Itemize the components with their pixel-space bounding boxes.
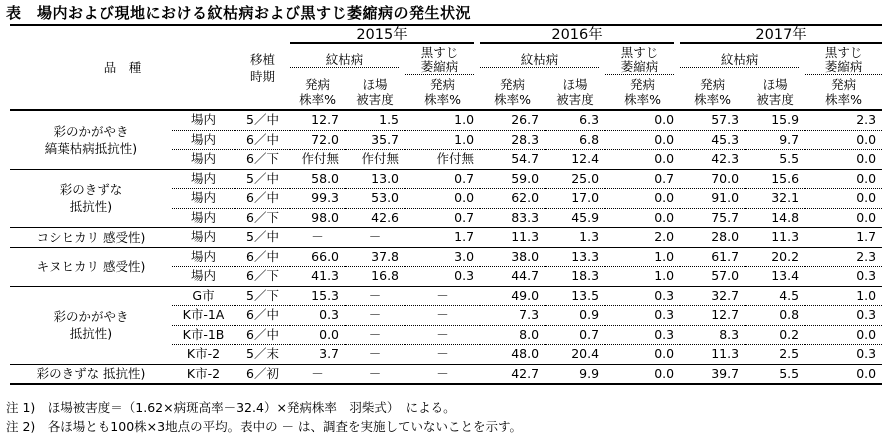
variety-trait: 抵抗性) — [69, 199, 113, 215]
value-cell: 14.8 — [745, 208, 805, 228]
header-period-line1: 移植 — [250, 51, 276, 67]
value-cell: 11.3 — [745, 228, 805, 248]
header-black-streak-line2: 萎縮病 — [620, 59, 659, 74]
location-cell: 場内 — [172, 130, 235, 150]
value-cell: 41.3 — [290, 267, 345, 287]
value-cell: 35.7 — [345, 130, 405, 150]
value-cell: 5.5 — [745, 364, 805, 384]
location-cell: 場内 — [172, 169, 235, 189]
transplant-period-cell: 6／下 — [235, 208, 290, 228]
header-damage — [545, 75, 605, 110]
value-cell: 0.3 — [290, 306, 345, 326]
transplant-period-cell: 5／中 — [246, 112, 279, 128]
footnote-1: 注 1) ほ場被害度＝（1.62×病斑高率－32.4）×発病株率 羽柴式） による。 — [6, 400, 456, 415]
value-cell: － — [290, 364, 345, 384]
transplant-period-cell: 6／初 — [235, 364, 290, 384]
value-cell: 0.8 — [745, 306, 805, 326]
transplant-period-cell: 6／下 — [235, 150, 290, 170]
value-cell: 53.0 — [345, 189, 405, 209]
value-cell: 15.6 — [745, 169, 805, 189]
transplant-period-cell: 5／末 — [235, 345, 290, 365]
value-cell: 0.0 — [805, 169, 882, 189]
variety-cell — [10, 286, 172, 364]
value-cell: － — [405, 306, 480, 326]
value-cell: 91.0 — [680, 189, 745, 209]
value-cell: 20.4 — [545, 345, 605, 365]
location-cell: 場内 — [172, 267, 235, 287]
value-cell: 37.8 — [345, 247, 405, 267]
header-incidence-line1: 発病 — [700, 77, 726, 92]
value-cell: 45.9 — [545, 208, 605, 228]
value-cell: 0.0 — [805, 189, 882, 209]
value-cell: 1.7 — [805, 228, 882, 248]
table-row — [10, 364, 882, 384]
value-cell: 0.0 — [805, 130, 882, 150]
header-damage-line1: ほ場 — [762, 77, 788, 92]
table-row — [10, 286, 882, 306]
value-cell: 8.3 — [680, 325, 745, 345]
value-cell: 1.0 — [454, 112, 475, 128]
header-damage-line2: 被害度 — [556, 92, 594, 107]
value-cell: － — [345, 325, 405, 345]
value-cell: 0.7 — [405, 208, 480, 228]
value-cell: 0.0 — [605, 189, 680, 209]
value-cell: 0.0 — [290, 325, 345, 345]
header-sheath-blight: 紋枯病 — [480, 53, 599, 68]
transplant-period-cell: 5／中 — [235, 228, 290, 248]
variety-cell — [10, 247, 172, 286]
table-row — [10, 169, 882, 189]
location-cell: K市-1B — [172, 325, 235, 345]
variety-name: 彩のきずな 抵抗性) — [36, 366, 146, 382]
value-cell: 12.7 — [680, 306, 745, 326]
value-cell: － — [345, 286, 405, 306]
value-cell: 1.0 — [405, 130, 480, 150]
location-cell: 場内 — [191, 112, 217, 128]
transplant-period-cell: 5／下 — [235, 286, 290, 306]
header-sheath-blight: 紋枯病 — [680, 53, 799, 68]
transplant-period-cell: 6／中 — [235, 306, 290, 326]
value-cell: 45.3 — [680, 130, 745, 150]
transplant-period-cell: 5／中 — [235, 169, 290, 189]
header-incidence-line2: 株率% — [825, 92, 863, 107]
header-year-2016: 2016年 — [480, 28, 674, 44]
header-damage-line1: ほ場 — [562, 77, 588, 92]
header-incidence-line2: 株率% — [494, 92, 531, 107]
value-cell: － — [405, 345, 480, 365]
transplant-period-cell: 6／中 — [235, 130, 290, 150]
value-cell: 15.9 — [771, 112, 800, 128]
header-incidence-line1: 発病 — [630, 77, 656, 92]
value-cell: 1.5 — [379, 112, 400, 128]
value-cell: 0.7 — [605, 169, 680, 189]
header-damage — [345, 75, 405, 110]
value-cell: 66.0 — [290, 247, 345, 267]
header-black-streak-line1: 黒すじ — [420, 45, 459, 60]
value-cell: 6.8 — [545, 130, 605, 150]
value-cell: 0.0 — [405, 189, 480, 209]
value-cell: 83.3 — [480, 208, 545, 228]
value-cell: 12.4 — [545, 150, 605, 170]
value-cell: 0.0 — [805, 208, 882, 228]
value-cell: 70.0 — [680, 169, 745, 189]
value-cell: 8.0 — [480, 325, 545, 345]
table-row — [10, 247, 882, 267]
value-cell: 99.3 — [290, 189, 345, 209]
variety-name: コシヒカリ 感受性) — [36, 229, 146, 245]
value-cell: 11.3 — [480, 228, 545, 248]
header-incidence-line2: 株率% — [299, 92, 336, 107]
header-incidence-line1: 発病 — [430, 77, 456, 92]
variety-name: 彩のかがやき — [53, 309, 129, 324]
value-cell: 1.0 — [605, 247, 680, 267]
location-cell: 場内 — [172, 189, 235, 209]
value-cell: 0.0 — [605, 150, 680, 170]
value-cell: 3.7 — [290, 345, 345, 365]
value-cell: 0.7 — [405, 169, 480, 189]
value-cell: 0.3 — [805, 345, 882, 365]
header-incidence — [290, 75, 345, 110]
value-cell: 57.0 — [680, 267, 745, 287]
value-cell: 75.7 — [680, 208, 745, 228]
value-cell: 0.3 — [605, 306, 680, 326]
value-cell: 13.3 — [545, 247, 605, 267]
transplant-period-cell: 6／中 — [235, 325, 290, 345]
value-cell: 0.7 — [545, 325, 605, 345]
footnotes — [6, 398, 522, 436]
value-cell: 7.3 — [480, 306, 545, 326]
value-cell: － — [345, 228, 405, 248]
value-cell: 72.0 — [290, 130, 345, 150]
header-transplant-period — [235, 25, 290, 110]
value-cell: 28.0 — [680, 228, 745, 248]
value-cell: 0.3 — [805, 306, 882, 326]
header-year-2015: 2015年 — [290, 28, 474, 44]
value-cell: 13.0 — [345, 169, 405, 189]
header-period-line2: 時期 — [250, 68, 276, 84]
location-cell: G市 — [172, 286, 235, 306]
header-incidence — [405, 75, 480, 110]
value-cell: － — [345, 306, 405, 326]
header-damage — [745, 75, 805, 110]
value-cell: 49.0 — [480, 286, 545, 306]
value-cell: 11.3 — [680, 345, 745, 365]
variety-name: キヌヒカリ 感受性) — [36, 259, 146, 274]
header-incidence-line2: 株率% — [694, 92, 732, 107]
location-cell: K市-1A — [172, 306, 235, 326]
value-cell: 18.3 — [545, 267, 605, 287]
header-incidence-line2: 株率% — [424, 92, 461, 107]
value-cell: 0.3 — [605, 325, 680, 345]
transplant-period-cell: 6／中 — [235, 247, 290, 267]
value-cell: 3.0 — [405, 247, 480, 267]
variety-cell — [10, 228, 172, 248]
value-cell: 作付無 — [405, 150, 480, 170]
value-cell: 20.2 — [745, 247, 805, 267]
header-black-streak-line1: 黒すじ — [824, 45, 863, 60]
value-cell: 62.0 — [480, 189, 545, 209]
value-cell: 44.7 — [480, 267, 545, 287]
table-row — [10, 110, 882, 130]
variety-cell — [10, 110, 172, 169]
header-black-streak — [405, 46, 474, 75]
header-black-streak-line2: 萎縮病 — [420, 59, 459, 74]
header-damage-line1: ほ場 — [362, 77, 388, 92]
location-cell: 場内 — [172, 247, 235, 267]
value-cell: 6.3 — [579, 112, 600, 128]
value-cell: 13.5 — [545, 286, 605, 306]
value-cell: 2.0 — [605, 228, 680, 248]
value-cell: 2.5 — [745, 345, 805, 365]
value-cell: 48.0 — [480, 345, 545, 365]
value-cell: － — [290, 228, 345, 248]
value-cell: 0.0 — [805, 325, 882, 345]
value-cell: 0.0 — [805, 364, 882, 384]
location-cell: 場内 — [172, 208, 235, 228]
value-cell: 42.7 — [480, 364, 545, 384]
header-incidence-line1: 発病 — [831, 77, 857, 92]
value-cell: 作付無 — [290, 150, 345, 170]
disease-occurrence-table — [10, 24, 882, 385]
header-year-2017: 2017年 — [680, 28, 882, 44]
value-cell: 16.8 — [345, 267, 405, 287]
value-cell: 26.7 — [511, 112, 540, 128]
variety-cell — [10, 169, 172, 228]
value-cell: － — [405, 364, 480, 384]
header-variety: 品 種 — [10, 25, 235, 110]
header-incidence-line2: 株率% — [624, 92, 661, 107]
table-title: 表 場内および現地における紋枯病および黒すじ萎縮病の発生状況 — [6, 4, 472, 22]
value-cell: 0.3 — [805, 267, 882, 287]
location-cell: 場内 — [172, 228, 235, 248]
value-cell: － — [345, 364, 405, 384]
header-black-streak — [805, 46, 882, 75]
value-cell: 17.0 — [545, 189, 605, 209]
variety-trait: 縞葉枯病抵抗性) — [44, 140, 138, 156]
value-cell: 1.0 — [605, 267, 680, 287]
value-cell: 32.7 — [680, 286, 745, 306]
footnote-2: 注 2) 各ほ場とも100株×3地点の平均。表中の － は、調査を実施していないことを示す。 — [6, 419, 523, 434]
value-cell: 13.4 — [745, 267, 805, 287]
value-cell: 9.7 — [745, 130, 805, 150]
value-cell: 58.0 — [290, 169, 345, 189]
header-damage-line2: 被害度 — [356, 92, 394, 107]
value-cell: 0.0 — [605, 130, 680, 150]
transplant-period-cell: 6／下 — [235, 267, 290, 287]
transplant-period-cell: 6／中 — [235, 189, 290, 209]
header-incidence — [605, 75, 680, 110]
value-cell: 0.0 — [654, 112, 675, 128]
value-cell: 32.1 — [745, 189, 805, 209]
value-cell: 0.3 — [605, 286, 680, 306]
variety-name: 彩のかがやき — [53, 123, 129, 139]
header-incidence-line1: 発病 — [305, 77, 331, 92]
header-black-streak-line1: 黒すじ — [620, 45, 659, 60]
value-cell: 2.3 — [805, 247, 882, 267]
value-cell: 1.0 — [805, 286, 882, 306]
variety-name: 彩のきずな — [59, 182, 123, 198]
value-cell: 9.9 — [545, 364, 605, 384]
value-cell: 54.7 — [480, 150, 545, 170]
value-cell: 0.9 — [545, 306, 605, 326]
value-cell: 38.0 — [480, 247, 545, 267]
value-cell: 42.3 — [680, 150, 745, 170]
table-row — [10, 228, 882, 248]
value-cell: 1.3 — [545, 228, 605, 248]
value-cell: 5.5 — [745, 150, 805, 170]
value-cell: － — [345, 345, 405, 365]
header-black-streak — [605, 46, 674, 75]
value-cell: 0.2 — [745, 325, 805, 345]
value-cell: 61.7 — [680, 247, 745, 267]
value-cell: － — [405, 325, 480, 345]
value-cell: 2.3 — [856, 112, 877, 128]
header-damage-line2: 被害度 — [756, 92, 794, 107]
variety-trait: 抵抗性) — [69, 326, 113, 341]
value-cell: 1.7 — [405, 228, 480, 248]
value-cell: 0.0 — [805, 150, 882, 170]
header-incidence — [480, 75, 545, 110]
value-cell: 15.3 — [290, 286, 345, 306]
value-cell: 0.0 — [605, 364, 680, 384]
value-cell: 25.0 — [545, 169, 605, 189]
value-cell: 0.0 — [605, 345, 680, 365]
variety-cell — [10, 364, 172, 384]
location-cell: 場内 — [172, 150, 235, 170]
value-cell: 42.6 — [345, 208, 405, 228]
value-cell: 0.0 — [605, 208, 680, 228]
value-cell: 57.3 — [711, 112, 740, 128]
value-cell: 39.7 — [680, 364, 745, 384]
location-cell: K市-2 — [172, 364, 235, 384]
header-sheath-blight: 紋枯病 — [290, 53, 399, 68]
value-cell: － — [405, 286, 480, 306]
header-black-streak-line2: 萎縮病 — [824, 59, 863, 74]
header-incidence — [805, 75, 882, 110]
value-cell: 59.0 — [480, 169, 545, 189]
value-cell: 12.7 — [311, 112, 340, 128]
value-cell: 作付無 — [345, 150, 405, 170]
value-cell: 0.3 — [405, 267, 480, 287]
header-incidence — [680, 75, 745, 110]
value-cell: 98.0 — [290, 208, 345, 228]
header-incidence-line1: 発病 — [500, 77, 526, 92]
value-cell: 4.5 — [745, 286, 805, 306]
location-cell: K市-2 — [172, 345, 235, 365]
value-cell: 28.3 — [480, 130, 545, 150]
